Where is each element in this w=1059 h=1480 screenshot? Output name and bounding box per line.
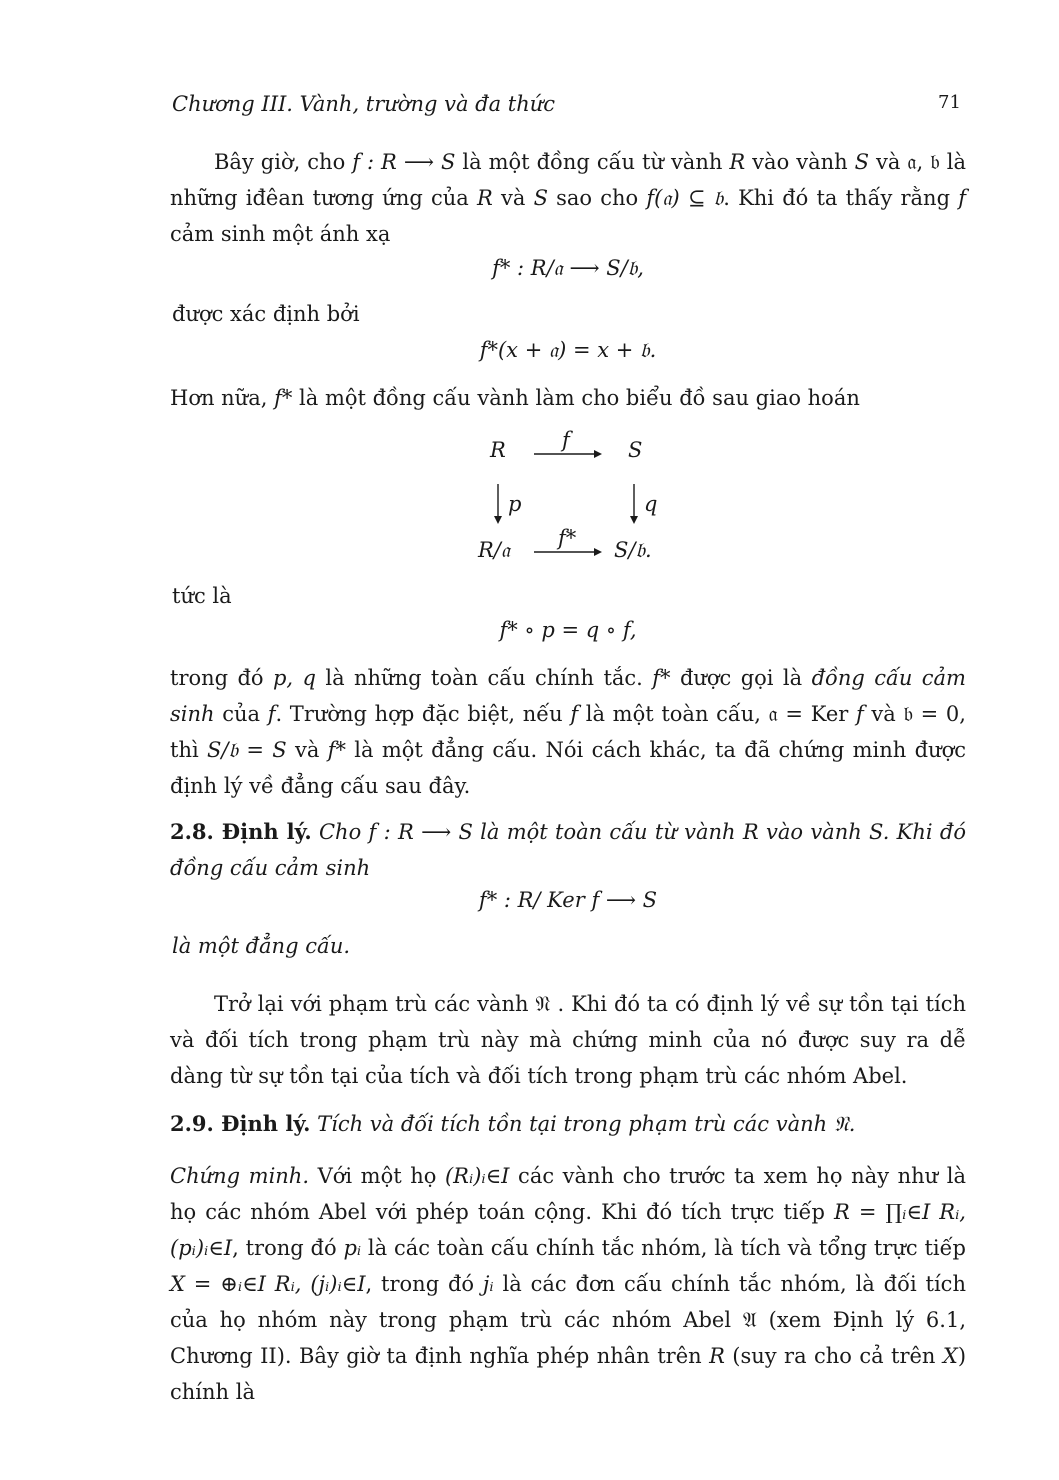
equation-induced-map: f* : R/𝔞 ⟶ S/𝔟, xyxy=(492,256,644,280)
text: là các đơn cấu chính tắc nhóm, là đối tích của họ nhóm này trong phạm trù các nhóm Abel 𝔄 (xem Định lý 6.1, Chương II). Bây giờ ta định nghĩa phép nhân trên xyxy=(170,1272,966,1368)
math: X = ⊕ᵢ∈I Rᵢ, (jᵢ)ᵢ∈I xyxy=(170,1272,366,1296)
text: là một đẳng cấu. Nói cách khác, ta đã chứng minh được định lý về đẳng cấu sau đây. xyxy=(170,738,967,798)
equation-composition: f* ∘ p = q ∘ f, xyxy=(499,618,637,642)
paragraph-induced-homomorphism xyxy=(170,660,966,804)
text: sao cho xyxy=(547,186,647,210)
math: pᵢ xyxy=(343,1236,362,1260)
text: được gọi là xyxy=(670,666,812,690)
theorem-label: 2.9. Định lý. xyxy=(170,1111,311,1136)
paragraph-induced-map xyxy=(170,144,966,252)
line-defined-by: được xác định bởi xyxy=(172,302,360,326)
paragraph-commutative-diagram xyxy=(170,380,966,416)
emphasis: đồng cấu cảm sinh xyxy=(170,666,966,726)
arrow-down-icon xyxy=(492,482,504,524)
equation-definition: f*(x + 𝔞) = x + 𝔟. xyxy=(479,338,657,362)
text: , trong đó xyxy=(365,1272,483,1296)
math: (Rᵢ)ᵢ∈I xyxy=(444,1164,510,1188)
text: . Trường hợp đặc biệt, nếu xyxy=(275,702,571,726)
math: jᵢ xyxy=(482,1272,494,1296)
math: R xyxy=(729,150,746,174)
proof-label: Chứng minh. xyxy=(170,1164,310,1188)
math: f : R ⟶ S xyxy=(352,150,456,174)
diagram-top-right: S xyxy=(628,438,643,462)
text: trong đó xyxy=(170,666,273,690)
theorem-2-9 xyxy=(170,1106,966,1142)
math: R xyxy=(476,186,493,210)
math: f xyxy=(958,186,966,210)
math: f* xyxy=(652,666,671,690)
math: f(𝔞) ⊆ 𝔟 xyxy=(646,186,724,210)
text: là những toàn cấu chính tắc. xyxy=(315,666,653,690)
page-number: 71 xyxy=(938,92,961,113)
arrow-right-icon xyxy=(532,448,602,460)
diagram-bottom-right: S/𝔟. xyxy=(614,538,652,562)
theorem-label: 2.8. Định lý. xyxy=(170,819,312,844)
running-header-title: Chương III. Vành, trường và đa thức xyxy=(172,92,556,116)
theorem-2-8 xyxy=(170,814,966,886)
diagram-bottom-left: R/𝔞 xyxy=(478,538,511,562)
theorem-text: Tích và đối tích tồn tại trong phạm trù các vành 𝔑. xyxy=(310,1112,856,1136)
paragraph-category-rings: Trở lại với phạm trù các vành 𝔑 . Khi đó ta có định lý về sự tồn tại tích và đối tích trong phạm trù này mà chứng minh của nó được suy ra dễ dàng từ sự tồn tại của tích và đối tích trong phạm trù các nhóm Abel. xyxy=(170,992,966,1088)
math: S xyxy=(854,150,870,174)
text: Hơn nữa, xyxy=(170,386,275,410)
diagram-left-arrow-label: p xyxy=(508,492,522,516)
math: X xyxy=(942,1344,958,1368)
text: , trong đó xyxy=(232,1236,344,1260)
text: . Khi đó ta thấy rằng xyxy=(723,186,959,210)
theorem-text: Cho f : R ⟶ S là một toàn cấu từ vành R vào vành S. Khi đó đồng cấu cảm sinh xyxy=(170,820,966,880)
text: của xyxy=(214,702,268,726)
text: và xyxy=(286,738,328,762)
text: là một toàn cấu, 𝔞 = Ker xyxy=(578,702,856,726)
math: S/𝔟 = S xyxy=(207,738,287,762)
math: p, q xyxy=(272,666,316,690)
math: f xyxy=(570,702,579,726)
math: f* xyxy=(327,738,346,762)
math: S xyxy=(533,186,548,210)
math: f xyxy=(267,702,276,726)
diagram-bottom-arrow-label: f* xyxy=(558,526,577,550)
text: Với một họ xyxy=(309,1164,445,1188)
arrow-down-icon xyxy=(628,482,640,524)
text: cảm sinh một ánh xạ xyxy=(170,222,391,246)
diagram-top-arrow-label: f xyxy=(562,428,570,452)
equation-isomorphism: f* : R/ Ker f ⟶ S xyxy=(478,888,658,912)
math: R xyxy=(709,1344,725,1368)
math: R = ∏ᵢ∈I Rᵢ, (pᵢ)ᵢ∈I xyxy=(170,1200,966,1260)
text: là một đồng cấu vành làm cho biểu đồ sau giao hoán xyxy=(292,386,860,410)
math: f* xyxy=(274,386,293,410)
text: là các toàn cấu chính tắc nhóm, là tích và tổng trực tiếp xyxy=(361,1236,966,1260)
text: là một đồng cấu từ vành xyxy=(455,150,730,174)
text: các vành cho trước ta xem họ này như là họ các nhóm Abel với phép toán cộng. Khi đó tích trực tiếp xyxy=(170,1164,966,1224)
text: và 𝔞, 𝔟 là những iđêan tương ứng của xyxy=(170,150,966,210)
text: và xyxy=(492,186,534,210)
diagram-right-arrow-label: q xyxy=(644,492,658,516)
commutative-diagram xyxy=(470,428,710,578)
arrow-right-icon xyxy=(532,546,602,558)
line-that-is: tức là xyxy=(172,584,232,608)
diagram-top-left: R xyxy=(490,438,506,462)
text: vào vành xyxy=(745,150,855,174)
text: (suy ra cho cả trên xyxy=(724,1344,943,1368)
text: Bây giờ, cho xyxy=(214,150,353,174)
math: f xyxy=(855,702,864,726)
theorem-2-8-conclusion: là một đẳng cấu. xyxy=(172,934,351,958)
text: và 𝔟 = 0, thì xyxy=(170,702,966,762)
paragraph-proof xyxy=(170,1158,966,1410)
text: ) chính là xyxy=(170,1344,967,1404)
